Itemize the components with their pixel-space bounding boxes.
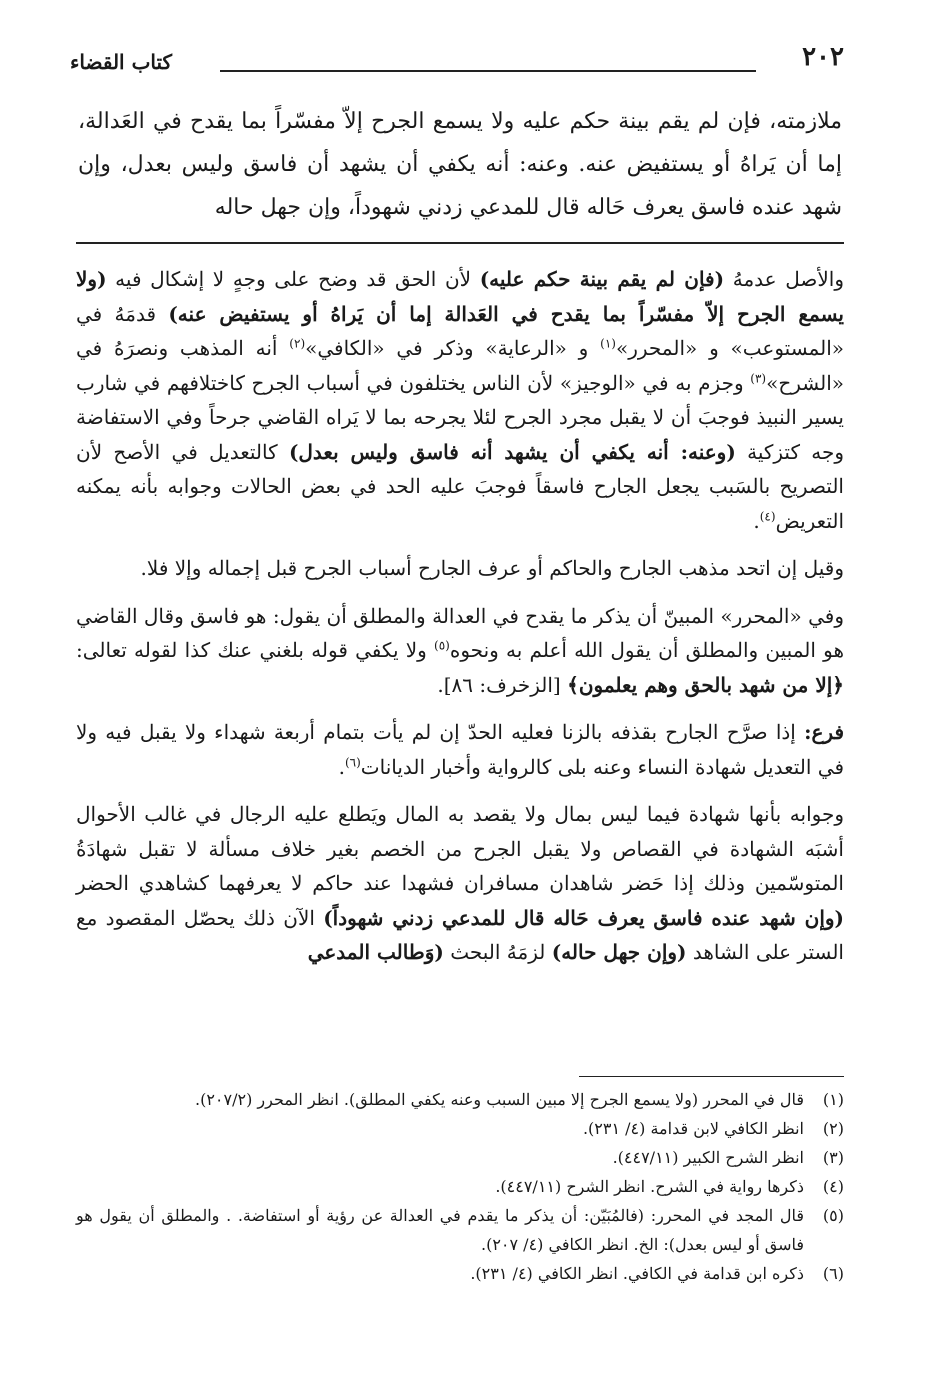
footnote: (٣) انظر الشرح الكبير (٤٤٧/١١). bbox=[612, 1148, 844, 1167]
footnote-ref[interactable]: (٥) bbox=[434, 638, 450, 653]
footnotes bbox=[76, 1085, 844, 1288]
footnote-divider bbox=[579, 1076, 844, 1077]
matn-divider bbox=[76, 242, 844, 244]
footnote: (٦) ذكره ابن قدامة في الكافي. انظر الكافي (٤/ ٢٣١). bbox=[470, 1264, 844, 1283]
footnote-ref[interactable]: (١) bbox=[600, 336, 616, 351]
quran-quote: ﴿إلا من شهد بالحق وهم يعلمون﴾ bbox=[567, 672, 844, 697]
footnote-ref[interactable]: (٤) bbox=[759, 508, 776, 523]
matn-text: ملازمته، فإن لم يقم بينة حكم عليه ولا يسمع الجرح إلاّ مفسّراً بما يقدح في العَدالة، إما أن يَراهُ أو يستفيض عنه. وعنه: أنه يكفي أن يشهد أن فاسق وليس بعدل، وإن شهد عنده فاسق يعرف حَاله قال للمدعي زدني شهوداً، وإن جهل حاله bbox=[78, 109, 842, 220]
footnote: (٤) ذكرها رواية في الشرح. انظر الشرح (٤٤٧/١١). bbox=[495, 1177, 844, 1196]
commentary-paragraph: وفي «المحرر» المبينّ أن يذكر ما يقدح في العدالة والمطلق أن يقول: هو فاسق وقال القاضي هو المبين والمطلق أن يقول الله أعلم به ونحوه$^{(٥)}$ ولا يكفي قوله بلغني عنك كذا لقوله تعالى: ﴿إلا من شهد بالحق وهم يعلمون﴾ [الزخرف: ٨٦]. bbox=[76, 603, 844, 697]
footnote-ref[interactable]: (٢) bbox=[289, 336, 306, 351]
footnote: (١) قال في المحرر (ولا يسمع الجرح إلا مبين السبب وعنه يكفي المطلق). انظر المحرر (٢٠٧/٢). bbox=[195, 1090, 844, 1109]
page-header bbox=[70, 42, 844, 82]
book-title: كتاب القضاء bbox=[70, 50, 173, 74]
page-number: ٢٠٢ bbox=[802, 42, 844, 72]
footnote-ref[interactable]: (٣) bbox=[750, 370, 767, 385]
header-rule bbox=[220, 70, 756, 72]
footnote: (٢) انظر الكافي لابن قدامة (٤/ ٢٣١). bbox=[582, 1119, 844, 1138]
footnote: (٥) قال المجد في المحرر: (فالمُبَيّن: أن يذكر ما يقدم في العدالة عن رؤية أو استفاضة. . والمطلق أن يقول هو فاسق أو ليس بعدل): الخ. انظر الكافي (٤/ ٢٠٧). bbox=[76, 1206, 844, 1254]
commentary-paragraph: فرع: إذا صرَّح الجارح بقذفه بالزنا فعليه الحدّ إن لم يأت بتمام أربعة شهداء ولا يقبل فيه ولا في التعديل شهادة النساء وعنه بلى كالرواية وأخبار الديانات$^{(٦)}$. bbox=[76, 720, 845, 779]
commentary-paragraph: وقيل إن اتحد مذهب الجارح والحاكم أو عرف الجارح أسباب الجرح قبل إجماله وإلا فلا. bbox=[140, 556, 844, 580]
commentary-paragraph: وجوابه بأنها شهادة فيما ليس بمال ولا يقصد به المال ويَطلع عليه الرجال في غالب الأحوال أشبَه الشهادة في القصاص ولا يقبل الجرح من الخصم بغير خلاف مسألة لا تقبل شهادَةُ المتوسّمين وذلك إذا حَضر شاهدان مسافران فشهدا عند حاكم لا يعرفهما كشاهدي الحضر (وإن شهد عنده فاسق يعرف حَاله قال للمدعي زدني شهوداً) الآن ذلك يحصّل المقصود مع الستر على الشاهد (وإن جهل حاله) لزمَهُ البحث (وَطالب المدعي bbox=[76, 802, 844, 964]
footnote-ref[interactable]: (٦) bbox=[344, 754, 361, 769]
commentary-paragraph: والأصل عدمهُ (فإن لم يقم بينة حكم عليه) لأن الحق قد وضح على وجهٍ لا إشكال فيه (ولا يسمع الجرح إلاّ مفسّراً بما يقدح في العَدالة إما أن يَراهُ أو يستفيض عنه) قدمَهُ في «المستوعب» و «المحرر»$^{(١)}$ و «الرعاية» وذكر في «الكافي»$^{(٢)}$ أنه المذهب ونصرَهُ في «الشرح»$^{(٣)}$ وجزم به في «الوجيز» لأن الناس يختلفون في أسباب الجرح كاختلافهم في شارب يسير النبيذ فوجبَ أن لا يقبل مجرد الجرح لئلا يجرحه بما لا يَراه القاضي جرحاً وفي الاستفاضة وجه كتزكية (وعنه: أنه يكفي أن يشهد أنه فاسق وليس بعدل) كالتعديل في الأصح لأن التصريح بالسَبب يجعل الجارح فاسقاً فوجبَ عليه الحد في بعض الحالات وجوابه بأنه يمكنه التعريض$^{(٤)}$. bbox=[76, 267, 844, 533]
commentary bbox=[76, 262, 844, 983]
